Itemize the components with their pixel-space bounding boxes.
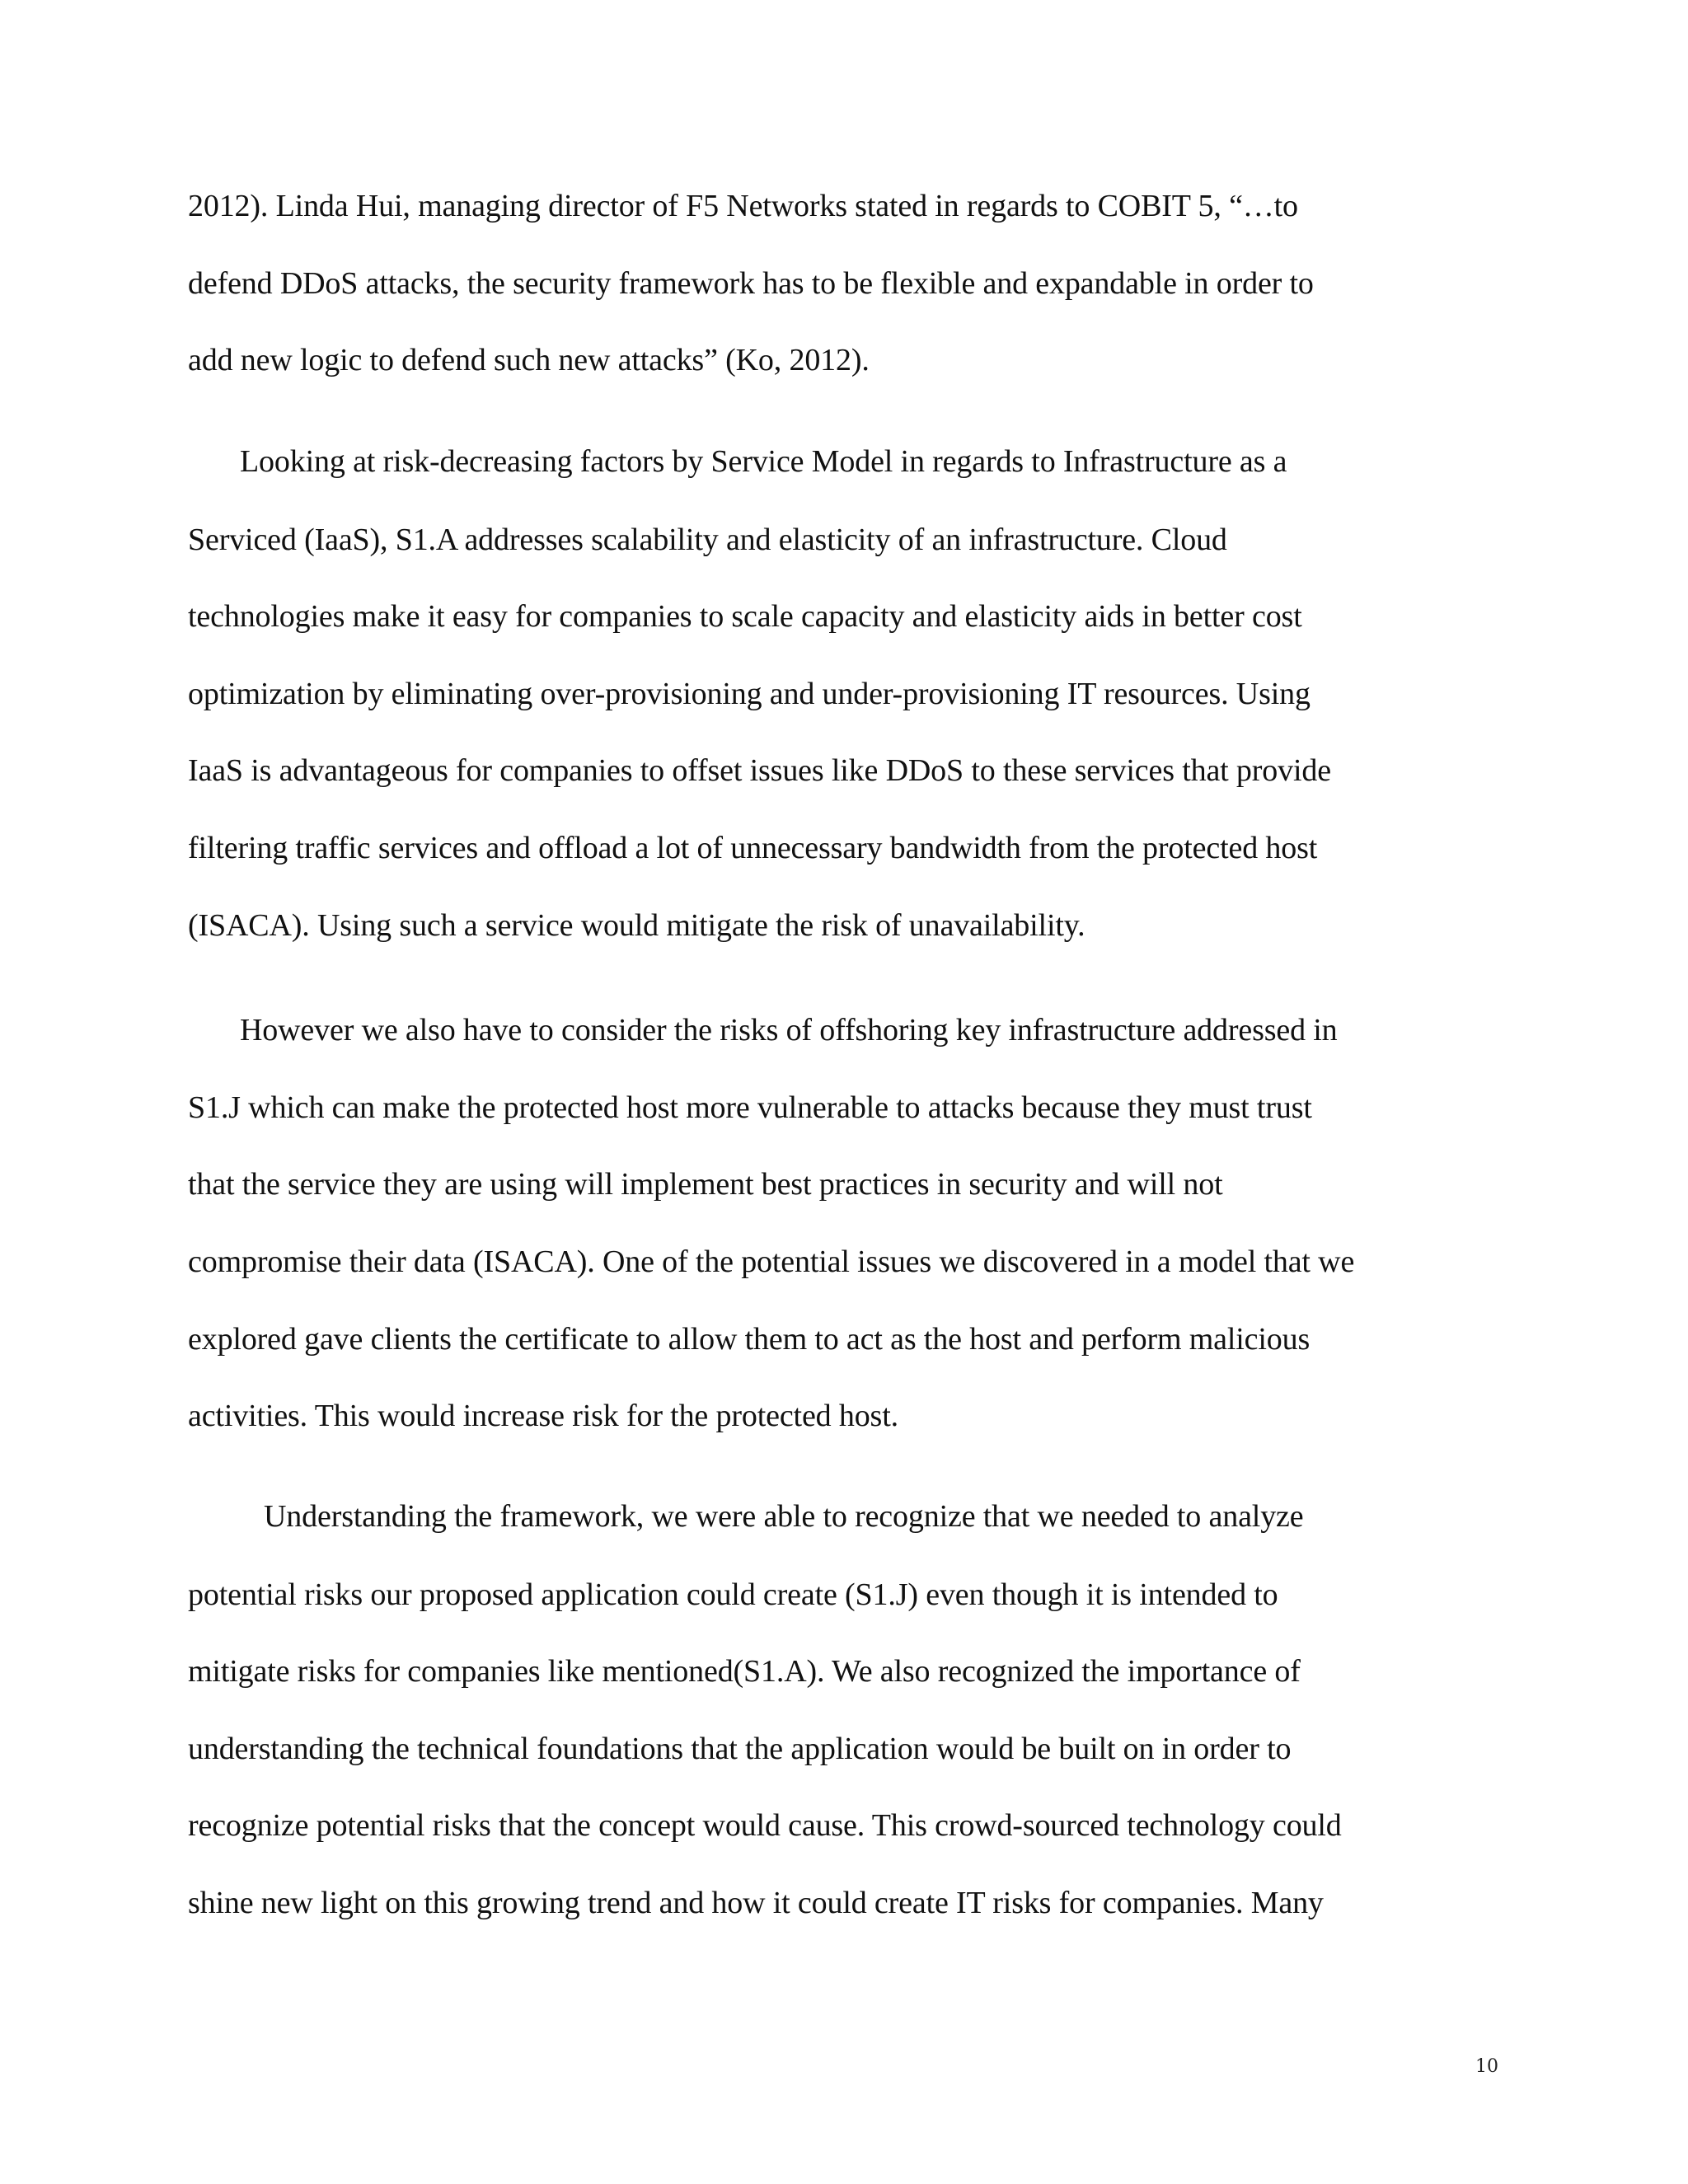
page-number: 10 — [1475, 2056, 1498, 2077]
text-line: mitigate risks for companies like mentioned(S1.A). We also recognized the importance of — [188, 1654, 1301, 1689]
text-line: defend DDoS attacks, the security framework has to be flexible and expandable in order to — [188, 266, 1314, 301]
text-line: IaaS is advantageous for companies to offset issues like DDoS to these services that provide — [188, 753, 1331, 788]
text-line: explored gave clients the certificate to allow them to act as the host and perform malicious — [188, 1322, 1311, 1357]
text-line: optimization by eliminating over-provisioning and under-provisioning IT resources. Using — [188, 677, 1311, 711]
text-line: shine new light on this growing trend and how it could create IT risks for companies. Many — [188, 1886, 1324, 1920]
text-line: understanding the technical foundations that the application would be built on in order to — [188, 1732, 1292, 1766]
text-line: However we also have to consider the risks of offshoring key infrastructure addressed in — [240, 1013, 1338, 1047]
text-line: Serviced (IaaS), S1.A addresses scalability and elasticity of an infrastructure. Cloud — [188, 523, 1227, 557]
text-line: that the service they are using will implement best practices in security and will not — [188, 1167, 1223, 1202]
text-line: potential risks our proposed application could create (S1.J) even though it is intended to — [188, 1577, 1278, 1612]
text-line: (ISACA). Using such a service would mitigate the risk of unavailability. — [188, 908, 1085, 943]
text-line: 2012). Linda Hui, managing director of F5 Networks stated in regards to COBIT 5, “…to — [188, 189, 1298, 223]
text-line: recognize potential risks that the concept would cause. This crowd-sourced technology could — [188, 1808, 1342, 1843]
text-line: Understanding the framework, we were able to recognize that we needed to analyze — [264, 1499, 1304, 1534]
text-line: filtering traffic services and offload a lot of unnecessary bandwidth from the protected host — [188, 831, 1318, 865]
text-line: add new logic to defend such new attacks” (Ko, 2012). — [188, 343, 870, 377]
text-line: compromise their data (ISACA). One of the potential issues we discovered in a model that we — [188, 1244, 1355, 1279]
text-line: Looking at risk-decreasing factors by Service Model in regards to Infrastructure as a — [240, 444, 1287, 479]
text-line: S1.J which can make the protected host more vulnerable to attacks because they must trust — [188, 1090, 1312, 1125]
text-line: technologies make it easy for companies to scale capacity and elasticity aids in better cost — [188, 599, 1302, 634]
text-line: activities. This would increase risk for the protected host. — [188, 1399, 898, 1433]
